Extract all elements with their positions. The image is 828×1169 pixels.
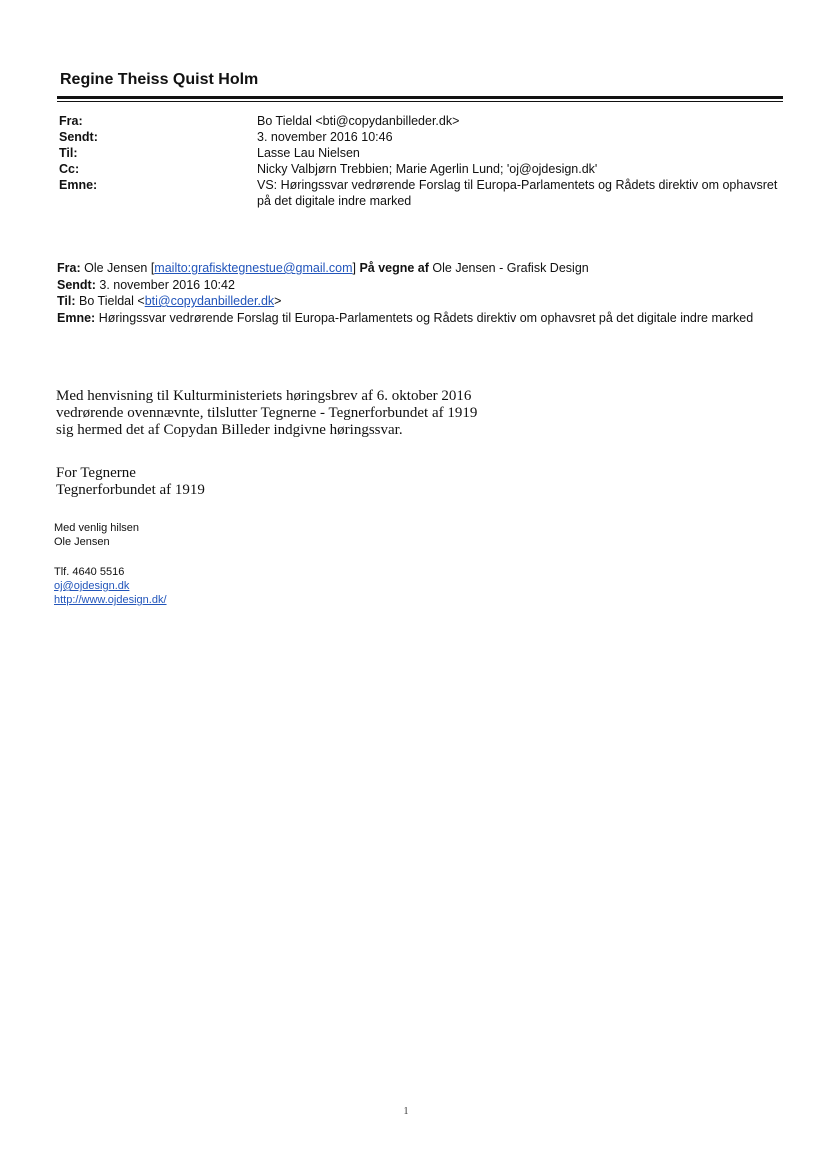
forwarded-from-line: Fra: Ole Jensen [mailto:grafisktegnestue@gmail.com] På vegne af Ole Jensen - Grafisk Design bbox=[57, 261, 589, 275]
forwarded-subject-label: Emne: bbox=[57, 310, 96, 325]
header-row-from bbox=[59, 113, 789, 129]
on-behalf-name: Ole Jensen - Grafisk Design bbox=[432, 261, 589, 275]
signature-website-link[interactable]: http://www.ojdesign.dk/ bbox=[54, 594, 167, 606]
signature-name: Ole Jensen bbox=[54, 536, 110, 548]
forwarded-subject-value: Høringssvar vedrørende Forslag til Europa-Parlamentets og Rådets direktiv om ophavsret på det digitale indre marked bbox=[98, 310, 754, 325]
header-label: Sendt: bbox=[59, 130, 98, 144]
document-owner-name: Regine Theiss Quist Holm bbox=[60, 71, 259, 88]
forwarded-from-mailto-link[interactable]: mailto:grafisktegnestue@gmail.com bbox=[154, 261, 353, 275]
message-body bbox=[56, 388, 616, 439]
forwarded-sent-value: 3. november 2016 10:42 bbox=[99, 277, 235, 292]
signature-org-line: For Tegnerne bbox=[56, 465, 136, 481]
body-line: Med henvisning til Kulturministeriets høringsbrev af 6. oktober 2016 bbox=[56, 388, 472, 404]
header-rule-thick bbox=[57, 96, 783, 99]
forwarded-to-line: Til: Bo Tieldal <bti@copydanbilleder.dk> bbox=[57, 294, 282, 308]
signature-email-link[interactable]: oj@ojdesign.dk bbox=[54, 580, 130, 592]
body-line: sig hermed det af Copydan Billeder indgivne høringssvar. bbox=[56, 422, 403, 438]
forwarded-subject-line bbox=[57, 310, 787, 327]
forwarded-header bbox=[57, 260, 787, 326]
header-value: Nicky Valbjørn Trebbien; Marie Agerlin Lund; 'oj@ojdesign.dk' bbox=[257, 162, 598, 176]
header-label: Cc: bbox=[59, 162, 80, 176]
body-line: vedrørende ovennævnte, tilslutter Tegnerne - Tegnerforbundet af 1919 bbox=[56, 405, 478, 421]
signature-contact bbox=[54, 565, 167, 607]
header-row-subject bbox=[59, 177, 789, 209]
forwarded-to-label: Til: bbox=[57, 294, 76, 308]
header-row-cc bbox=[59, 161, 789, 177]
on-behalf-label: På vegne af bbox=[359, 261, 429, 275]
signature-greeting bbox=[54, 521, 139, 549]
forwarded-to-email-link[interactable]: bti@copydanbilleder.dk bbox=[144, 294, 275, 308]
forwarded-from-name: Ole Jensen bbox=[84, 261, 148, 275]
forwarded-from-label: Fra: bbox=[57, 261, 81, 275]
signature-phone: Tlf. 4640 5516 bbox=[54, 566, 125, 578]
header-value: VS: Høringssvar vedrørende Forslag til Europa-Parlamentets og Rådets direktiv om ophavsret på det digitale indre marked bbox=[257, 178, 778, 208]
signature-organization bbox=[56, 465, 205, 499]
email-header bbox=[59, 113, 789, 209]
signature-org-line: Tegnerforbundet af 1919 bbox=[56, 482, 205, 498]
header-row-to bbox=[59, 145, 789, 161]
signature-greeting-text: Med venlig hilsen bbox=[54, 522, 139, 534]
forwarded-sent-label: Sendt: bbox=[57, 277, 96, 292]
header-label: Fra: bbox=[59, 114, 83, 128]
forwarded-to-name: Bo Tieldal bbox=[79, 294, 134, 308]
header-value: 3. november 2016 10:46 bbox=[257, 130, 393, 144]
header-row-sent bbox=[59, 129, 789, 145]
header-label: Emne: bbox=[59, 178, 98, 192]
forwarded-sent-line bbox=[57, 277, 787, 294]
header-rule-thin bbox=[57, 101, 783, 102]
header-value: Lasse Lau Nielsen bbox=[257, 146, 360, 160]
header-label: Til: bbox=[59, 146, 78, 160]
header-value: Bo Tieldal <bti@copydanbilleder.dk> bbox=[257, 114, 460, 128]
page-number: 1 bbox=[403, 1106, 409, 1117]
